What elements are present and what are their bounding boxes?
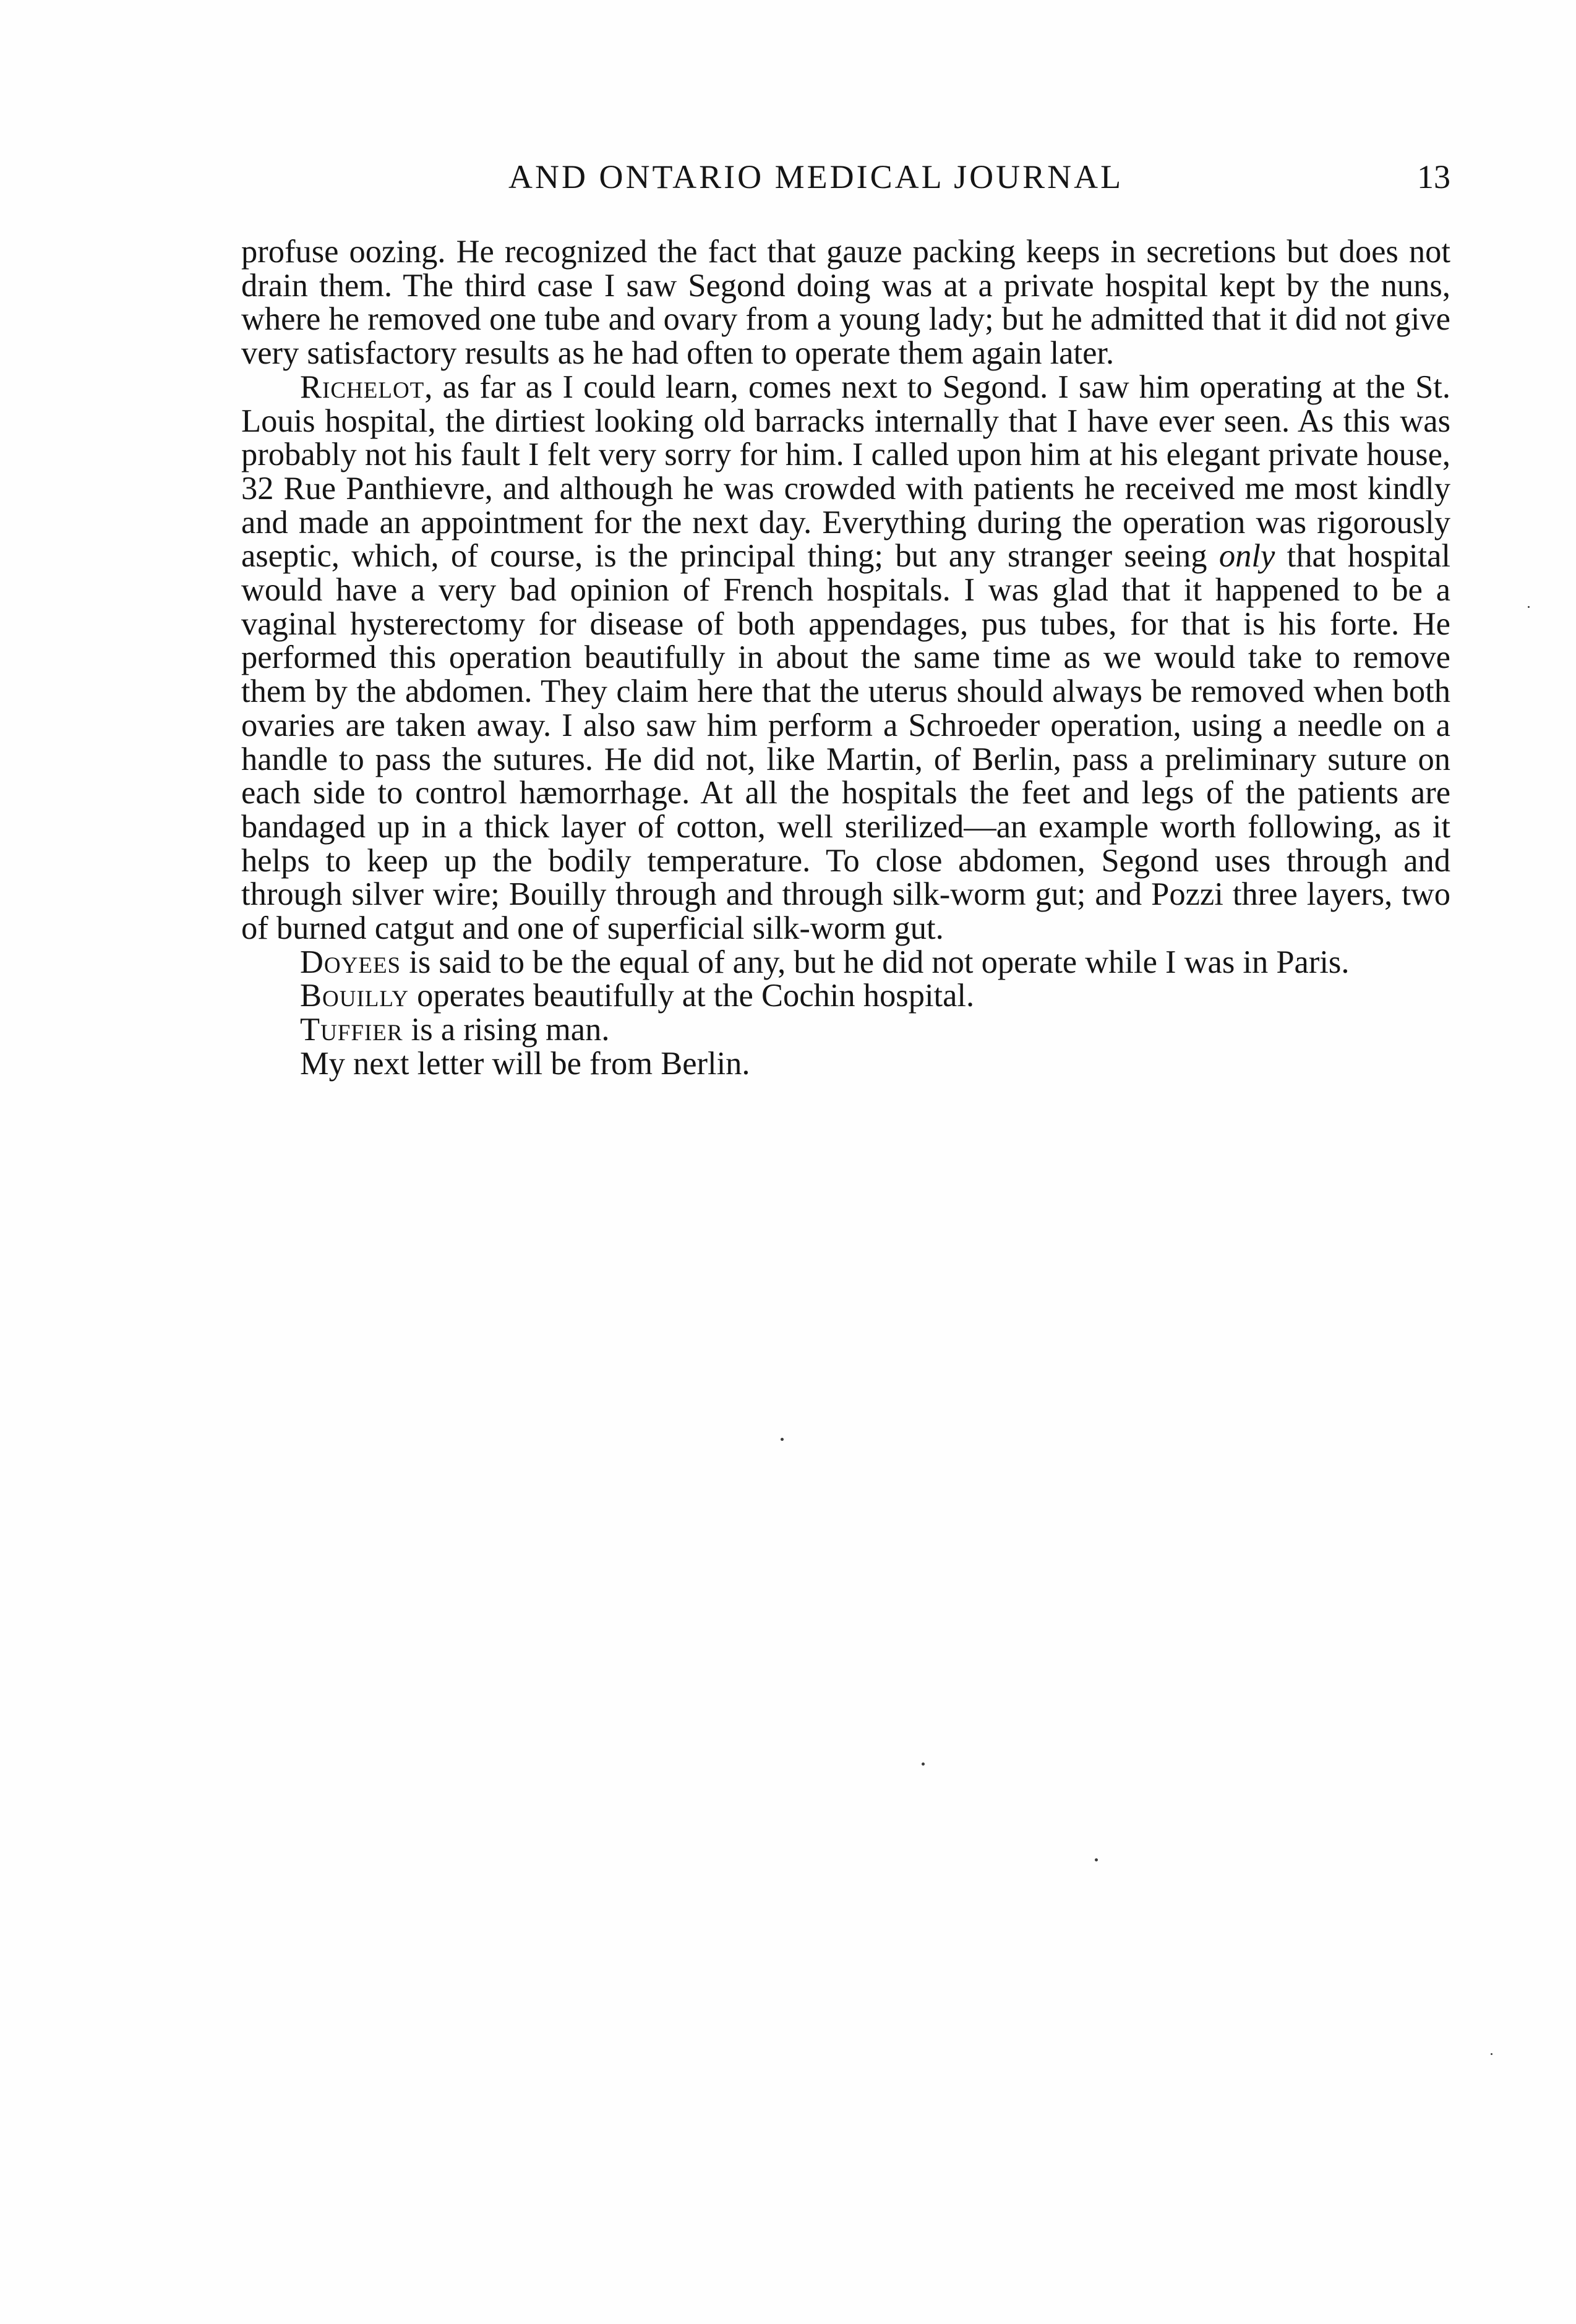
- scan-speck: [922, 1762, 925, 1766]
- paragraph-bouilly-text: operates beautifully at the Cochin hospital.: [409, 978, 975, 1014]
- paragraph-doyees-text: is said to be the equal of any, but he did not operate while I was in Paris.: [401, 944, 1350, 980]
- paragraph-closing-text: My next letter will be from Berlin.: [300, 1045, 750, 1082]
- paragraph-doyees: [241, 946, 1450, 980]
- paragraph-tuffier: [241, 1013, 1450, 1047]
- scan-speck: [1528, 606, 1530, 608]
- paragraph-richelot-text-a: , as far as I could learn, comes next to Segond. I saw him operating at the St. Louis hospital, the dirtiest looking old barracks internally that I have ever seen. As this was probably not his fault I felt very sorry for him. I called upon him at his elegant private house, 32 Rue Panthievre, and although he was crowded with patients he received me most kindly and made an appointment for the next day. Everything during the operation was rigorously aseptic, which, of course, is the principal thing; but any stranger seeing: [241, 369, 1450, 575]
- scan-speck: [1095, 1858, 1098, 1861]
- running-title: AND ONTARIO MEDICAL JOURNAL: [508, 158, 1124, 195]
- surgeon-name-doyees: Doyees: [300, 944, 401, 980]
- scan-speck: [781, 1438, 784, 1441]
- paragraph-richelot: [241, 370, 1450, 946]
- running-head: [241, 158, 1450, 201]
- surgeon-name-bouilly: Bouilly: [300, 978, 409, 1014]
- paragraph-richelot-text-b: that hospital would have a very bad opinion of French hospitals. I was glad that it happened to be a vaginal hysterectomy for disease of both appendages, pus tubes, for that is his forte. He performed this operation beautifully in about the same time as we would take to remove them by the abdomen. They claim here that the uterus should always be removed when both ovaries are taken away. I also saw him perform a Schroeder operation, using a needle on a handle to pass the sutures. He did not, like Martin, of Berlin, pass a preliminary suture on each side to control hæmorrhage. At all the hospitals the feet and legs of the patients are bandaged up in a thick layer of cotton, well sterilized—an example worth following, as it helps to keep up the bodily temperature. To close abdomen, Segond uses through and through silver wire; Bouilly through and through silk-worm gut; and Pozzi three layers, two of burned catgut and one of superficial silk-worm gut.: [241, 538, 1451, 947]
- surgeon-name-richelot: Richelot: [300, 369, 425, 405]
- paragraph-oozing-text: profuse oozing. He recognized the fact that gauze packing keeps in secretions but does not drain them. The third case I saw Segond doing was at a private hospital kept by the nuns, where he removed one tube and ovary from a young lady; but he admitted that it did not give very satisfactory results as he had often to operate them again later.: [241, 234, 1450, 372]
- paragraph-bouilly: [241, 979, 1450, 1013]
- paragraph-oozing: [241, 235, 1450, 370]
- page-number: 13: [1417, 158, 1450, 195]
- scan-speck: [1491, 2053, 1492, 2055]
- emphasis-only: only: [1218, 538, 1275, 575]
- paragraph-tuffier-text: is a rising man.: [403, 1012, 610, 1048]
- paragraph-closing: [241, 1047, 1450, 1081]
- article-body: [241, 235, 1450, 1081]
- surgeon-name-tuffier: Tuffier: [300, 1012, 403, 1048]
